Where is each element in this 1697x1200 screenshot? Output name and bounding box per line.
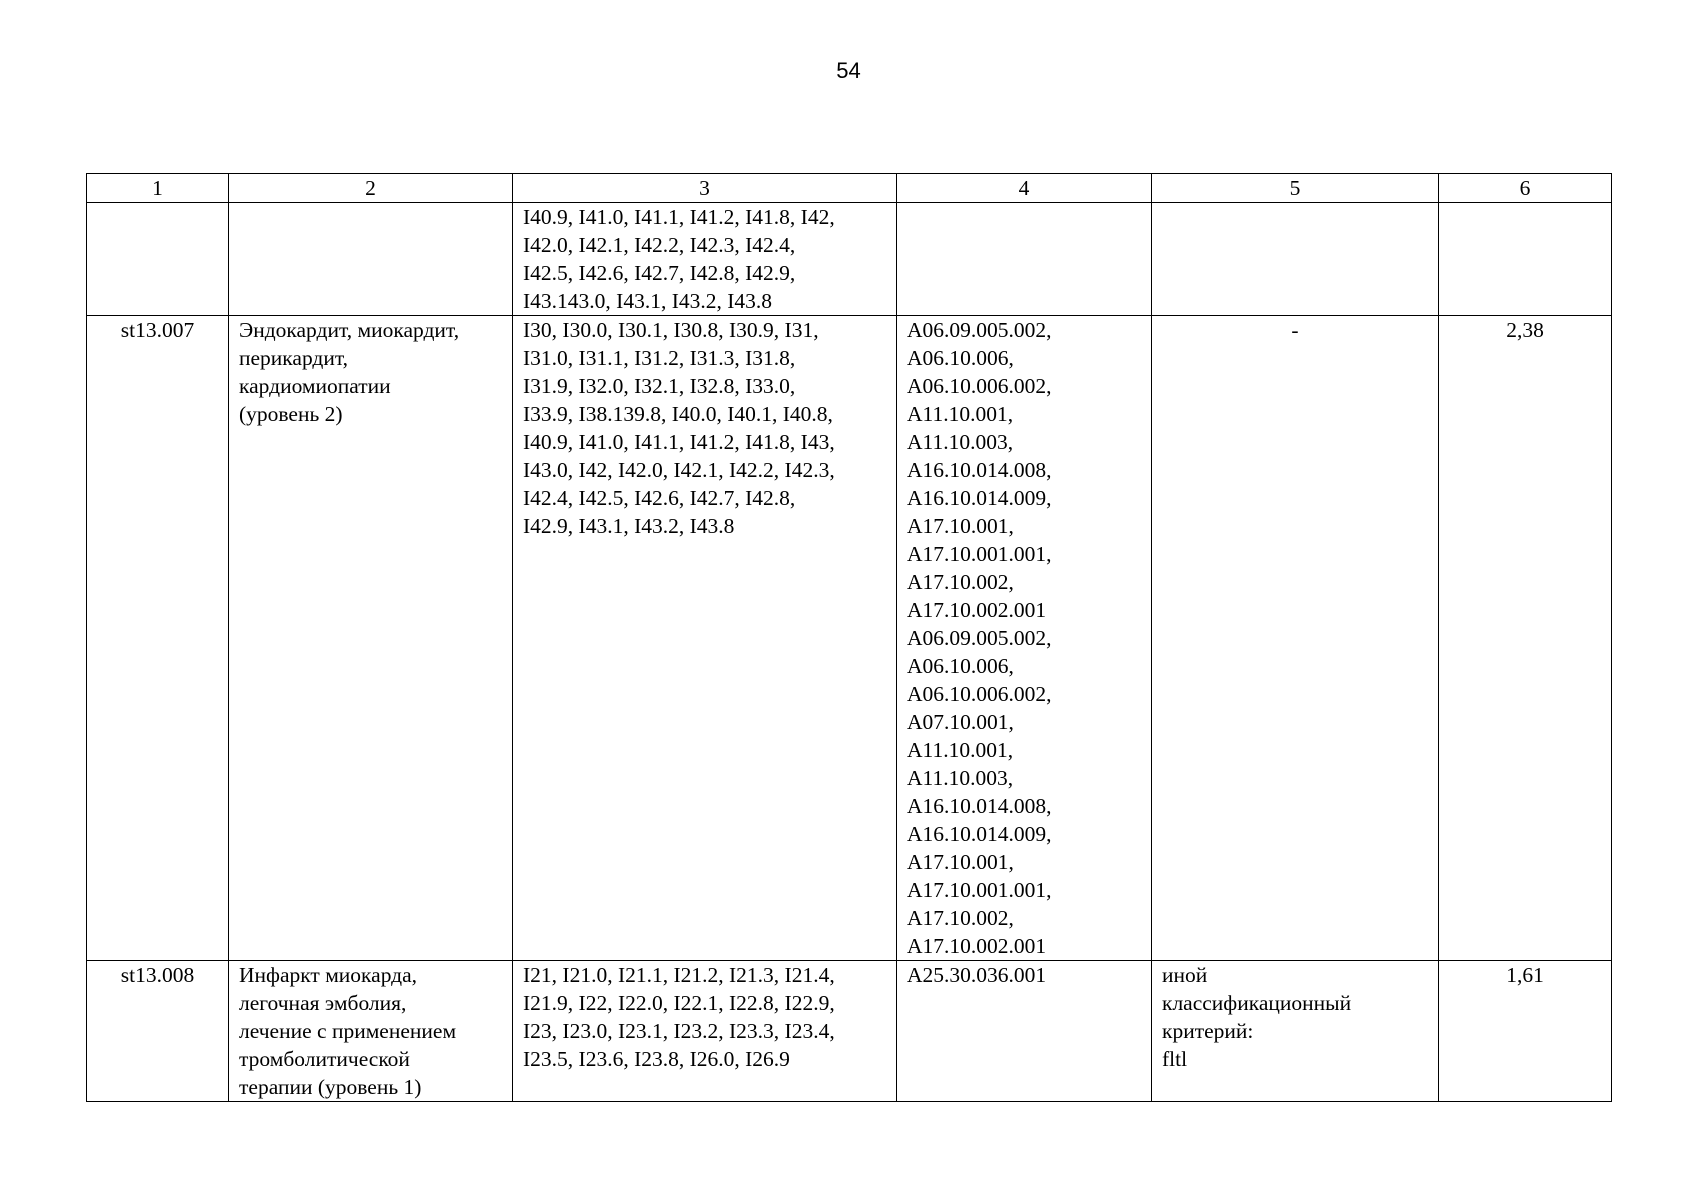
diagnoses-line: I31.9, I32.0, I32.1, I32.8, I33.0, bbox=[523, 374, 796, 398]
services-line: A16.10.014.009, bbox=[907, 822, 1052, 846]
diagnoses-line: I43.143.0, I43.1, I43.2, I43.8 bbox=[523, 289, 773, 313]
diagnoses-line: I30, I30.0, I30.1, I30.8, I30.9, I31, bbox=[523, 318, 819, 342]
header-cell-5: 5 bbox=[1152, 174, 1439, 203]
code-text: st13.008 bbox=[120, 963, 195, 987]
name-line: (уровень 2) bbox=[239, 402, 343, 426]
header-row bbox=[87, 174, 1612, 203]
services-cell bbox=[897, 203, 1152, 316]
services-line: A11.10.003, bbox=[907, 430, 1014, 454]
services-line: A06.10.006.002, bbox=[907, 374, 1052, 398]
services-line: A07.10.001, bbox=[907, 710, 1014, 734]
name-line: тромболитической bbox=[239, 1047, 410, 1071]
diagnoses-cell bbox=[513, 203, 897, 316]
services-line: A11.10.001, bbox=[907, 402, 1014, 426]
diagnoses-line: I31.0, I31.1, I31.2, I31.3, I31.8, bbox=[523, 346, 796, 370]
coefficient-text: 1,61 bbox=[1506, 963, 1544, 987]
diagnoses-line: I23.5, I23.6, I23.8, I26.0, I26.9 bbox=[523, 1047, 790, 1071]
diagnoses-line: I42.5, I42.6, I42.7, I42.8, I42.9, bbox=[523, 261, 796, 285]
services-line: A16.10.014.008, bbox=[907, 458, 1052, 482]
header-cell-6: 6 bbox=[1439, 174, 1612, 203]
name-cell bbox=[229, 203, 513, 316]
code-text: st13.007 bbox=[120, 318, 195, 342]
services-line: A17.10.002.001 bbox=[907, 934, 1047, 958]
services-line: A17.10.002.001 bbox=[907, 598, 1047, 622]
services-line: A17.10.001, bbox=[907, 850, 1014, 874]
diagnoses-line: I21.9, I22, I22.0, I22.1, I22.8, I22.9, bbox=[523, 991, 835, 1015]
services-line: A06.10.006.002, bbox=[907, 682, 1052, 706]
diagnoses-line: I40.9, I41.0, I41.1, I41.2, I41.8, I42, bbox=[523, 205, 835, 229]
services-line: A06.09.005.002, bbox=[907, 318, 1052, 342]
name-line: кардиомиопатии bbox=[239, 374, 391, 398]
name-line: Эндокардит, миокардит, bbox=[239, 318, 460, 342]
name-line: перикардит, bbox=[239, 346, 349, 370]
header-cell-1: 1 bbox=[87, 174, 229, 203]
diagnoses-line: I43.0, I42, I42.0, I42.1, I42.2, I42.3, bbox=[523, 458, 835, 482]
diagnoses-cell bbox=[513, 961, 897, 1102]
services-line: A17.10.001.001, bbox=[907, 878, 1052, 902]
criteria-line: классификационный bbox=[1162, 991, 1352, 1015]
coefficient-cell bbox=[1439, 961, 1612, 1102]
diagnoses-line: I42.0, I42.1, I42.2, I42.3, I42.4, bbox=[523, 233, 796, 257]
criteria-line: fltl bbox=[1162, 1047, 1188, 1071]
diagnoses-line: I42.9, I43.1, I43.2, I43.8 bbox=[523, 514, 735, 538]
services-line: A06.10.006, bbox=[907, 654, 1014, 678]
criteria-line: иной bbox=[1162, 963, 1208, 987]
page-number: 54 bbox=[836, 58, 861, 83]
diagnoses-line: I21, I21.0, I21.1, I21.2, I21.3, I21.4, bbox=[523, 963, 835, 987]
diagnoses-line: I23, I23.0, I23.1, I23.2, I23.3, I23.4, bbox=[523, 1019, 835, 1043]
code-cell bbox=[87, 961, 229, 1102]
diagnoses-line: I40.9, I41.0, I41.1, I41.2, I41.8, I43, bbox=[523, 430, 835, 454]
services-line: A06.09.005.002, bbox=[907, 626, 1052, 650]
diagnoses-line: I42.4, I42.5, I42.6, I42.7, I42.8, bbox=[523, 486, 796, 510]
criteria-cell bbox=[1152, 961, 1439, 1102]
services-line: A17.10.002, bbox=[907, 570, 1014, 594]
name-line: терапии (уровень 1) bbox=[239, 1075, 422, 1099]
header-cell-4: 4 bbox=[897, 174, 1152, 203]
table-row bbox=[87, 316, 1612, 961]
code-cell bbox=[87, 203, 229, 316]
services-line: A16.10.014.008, bbox=[907, 794, 1052, 818]
diagnoses-cell bbox=[513, 316, 897, 961]
criteria-cell bbox=[1152, 316, 1439, 961]
services-cell bbox=[897, 961, 1152, 1102]
services-line: A17.10.002, bbox=[907, 906, 1014, 930]
name-cell bbox=[229, 961, 513, 1102]
table-row bbox=[87, 203, 1612, 316]
criteria-line: критерий: bbox=[1162, 1019, 1254, 1043]
diagnoses-line: I33.9, I38.139.8, I40.0, I40.1, I40.8, bbox=[523, 402, 833, 426]
criteria-line: - bbox=[1291, 318, 1299, 342]
services-line: A11.10.003, bbox=[907, 766, 1014, 790]
code-cell bbox=[87, 316, 229, 961]
services-line: A17.10.001.001, bbox=[907, 542, 1052, 566]
table-row bbox=[87, 961, 1612, 1102]
coefficient-text: 2,38 bbox=[1506, 318, 1544, 342]
name-line: легочная эмболия, bbox=[239, 991, 407, 1015]
header-cell-2: 2 bbox=[229, 174, 513, 203]
header-cell-3: 3 bbox=[513, 174, 897, 203]
coefficient-cell bbox=[1439, 316, 1612, 961]
services-line: A17.10.001, bbox=[907, 514, 1014, 538]
criteria-cell bbox=[1152, 203, 1439, 316]
tariff-table bbox=[86, 173, 1612, 1102]
name-cell bbox=[229, 316, 513, 961]
services-line: A25.30.036.001 bbox=[907, 963, 1047, 987]
name-line: Инфаркт миокарда, bbox=[239, 963, 418, 987]
name-line: лечение с применением bbox=[239, 1019, 457, 1043]
services-cell bbox=[897, 316, 1152, 961]
services-line: A11.10.001, bbox=[907, 738, 1014, 762]
services-line: A06.10.006, bbox=[907, 346, 1014, 370]
services-line: A16.10.014.009, bbox=[907, 486, 1052, 510]
coefficient-cell bbox=[1439, 203, 1612, 316]
